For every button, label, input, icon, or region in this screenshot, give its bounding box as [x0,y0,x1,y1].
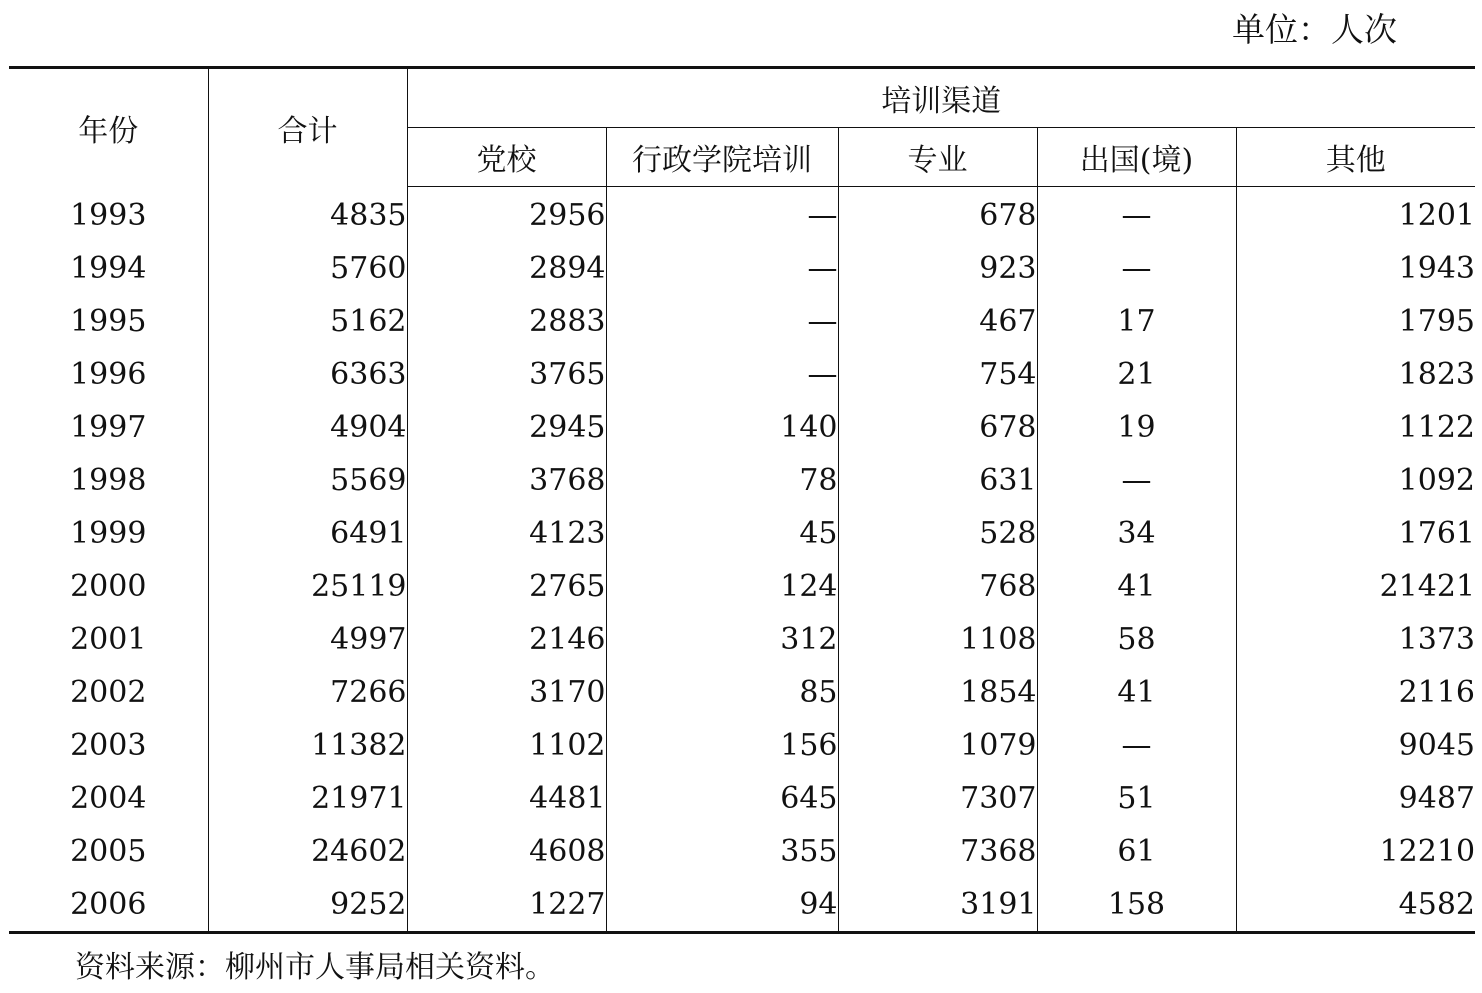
cell-year: 2000 [9,560,208,613]
cell-party-school: 2765 [407,560,606,613]
cell-other: 1373 [1398,622,1476,657]
table-row [9,187,1475,243]
cell-admin-college: 645 [606,772,838,825]
cell-abroad: 41 [1037,560,1236,613]
cell-professional: 7307 [838,772,1037,825]
cell-abroad: — [1037,242,1236,295]
cell-party-school: 1102 [407,719,606,772]
cell-other: 12210 [1379,834,1476,869]
cell-total: 5760 [208,242,407,295]
cell-other: 9487 [1398,781,1476,816]
table-row [9,613,1475,666]
cell-year: 2004 [9,772,208,825]
source-note: 资料来源：柳州市人事局相关资料。 [75,950,555,985]
cell-total: 6363 [208,348,407,401]
cell-abroad: 41 [1037,666,1236,719]
cell-total: 21971 [208,772,407,825]
cell-professional: 528 [838,507,1037,560]
cell-party-school: 2146 [407,613,606,666]
cell-professional: 1079 [838,719,1037,772]
cell-other: 4582 [1236,878,1475,933]
cell-total: 5162 [208,295,407,348]
header-party-school: 党校 [407,128,606,187]
cell-admin-college: 140 [606,401,838,454]
table-row [9,348,1475,401]
cell-professional: 1854 [838,666,1037,719]
cell-total: 4835 [208,187,407,243]
cell-year: 1993 [9,187,208,243]
cell-party-school: 3170 [407,666,606,719]
cell-party-school: 1227 [407,878,606,933]
cell-party-school: 3765 [407,348,606,401]
cell-abroad: 61 [1037,825,1236,878]
cell-other: 1795 [1398,304,1476,339]
header-professional: 专业 [838,128,1037,187]
cell-professional: 678 [838,401,1037,454]
cell-professional: 3191 [838,878,1037,933]
cell-admin-college: 85 [606,666,838,719]
cell-abroad: 19 [1037,401,1236,454]
cell-abroad: 17 [1037,295,1236,348]
table-row [9,507,1475,560]
cell-party-school: 4481 [407,772,606,825]
cell-other: 1122 [1398,410,1476,445]
cell-abroad: — [1037,187,1236,243]
header-admin-college: 行政学院培训 [606,128,838,187]
cell-other: 21421 [1379,569,1476,604]
cell-year: 2005 [9,825,208,878]
cell-total: 5569 [208,454,407,507]
cell-admin-college: — [606,187,838,243]
cell-admin-college: 156 [606,719,838,772]
table-row [9,560,1475,613]
cell-party-school: 4123 [407,507,606,560]
cell-professional: 631 [838,454,1037,507]
cell-abroad: — [1037,454,1236,507]
cell-total: 4904 [208,401,407,454]
cell-year: 2002 [9,666,208,719]
cell-abroad: 158 [1037,878,1236,933]
cell-abroad: 58 [1037,613,1236,666]
header-other: 其他 [1236,128,1475,187]
table-row [9,719,1475,772]
cell-year: 1996 [9,348,208,401]
table-row [9,401,1475,454]
cell-admin-college: 45 [606,507,838,560]
cell-party-school: 2945 [407,401,606,454]
cell-total: 6491 [208,507,407,560]
cell-total: 4997 [208,613,407,666]
cell-admin-college: — [606,295,838,348]
cell-professional: 768 [838,560,1037,613]
cell-admin-college: 78 [606,454,838,507]
cell-admin-college: 312 [606,613,838,666]
cell-other: 1823 [1398,357,1476,392]
header-total: 合计 [208,68,407,187]
cell-year: 2003 [9,719,208,772]
cell-professional: 923 [838,242,1037,295]
cell-abroad: 34 [1037,507,1236,560]
header-training-channels: 培训渠道 [407,68,1475,128]
table-row [9,242,1475,295]
table-body [9,187,1475,933]
cell-total: 11382 [208,719,407,772]
cell-total: 9252 [208,878,407,933]
cell-abroad: 21 [1037,348,1236,401]
cell-party-school: 3768 [407,454,606,507]
cell-admin-college: — [606,242,838,295]
cell-other: 1761 [1398,516,1476,551]
cell-professional: 678 [838,187,1037,243]
cell-professional: 467 [838,295,1037,348]
cell-professional: 1108 [838,613,1037,666]
cell-party-school: 4608 [407,825,606,878]
table-row [9,825,1475,878]
table-row [9,295,1475,348]
cell-year: 2001 [9,613,208,666]
cell-other: 2116 [1398,675,1476,710]
header-abroad: 出国(境) [1037,128,1236,187]
unit-label: 单位：人次 [1232,10,1397,49]
cell-admin-college: 124 [606,560,838,613]
table-row [9,454,1475,507]
cell-other: 1943 [1398,251,1476,286]
cell-year: 1997 [9,401,208,454]
cell-year: 1994 [9,242,208,295]
cell-total: 7266 [208,666,407,719]
cell-party-school: 2883 [407,295,606,348]
cell-admin-college: 94 [606,878,838,933]
table-row [9,772,1475,825]
cell-other: 9045 [1398,728,1476,763]
training-table [9,66,1475,934]
cell-professional: 754 [838,348,1037,401]
cell-year: 2006 [9,878,208,933]
cell-year: 1995 [9,295,208,348]
cell-year: 1998 [9,454,208,507]
cell-total: 24602 [208,825,407,878]
cell-abroad: 51 [1037,772,1236,825]
table-row [9,666,1475,719]
cell-other: 1092 [1398,463,1476,498]
cell-admin-college: — [606,348,838,401]
header-year: 年份 [9,68,208,187]
cell-party-school: 2956 [407,187,606,243]
cell-abroad: — [1037,719,1236,772]
cell-admin-college: 355 [606,825,838,878]
cell-professional: 7368 [838,825,1037,878]
cell-other: 1201 [1398,198,1476,233]
table-row [9,878,1475,933]
cell-total: 25119 [208,560,407,613]
cell-year: 1999 [9,507,208,560]
cell-party-school: 2894 [407,242,606,295]
